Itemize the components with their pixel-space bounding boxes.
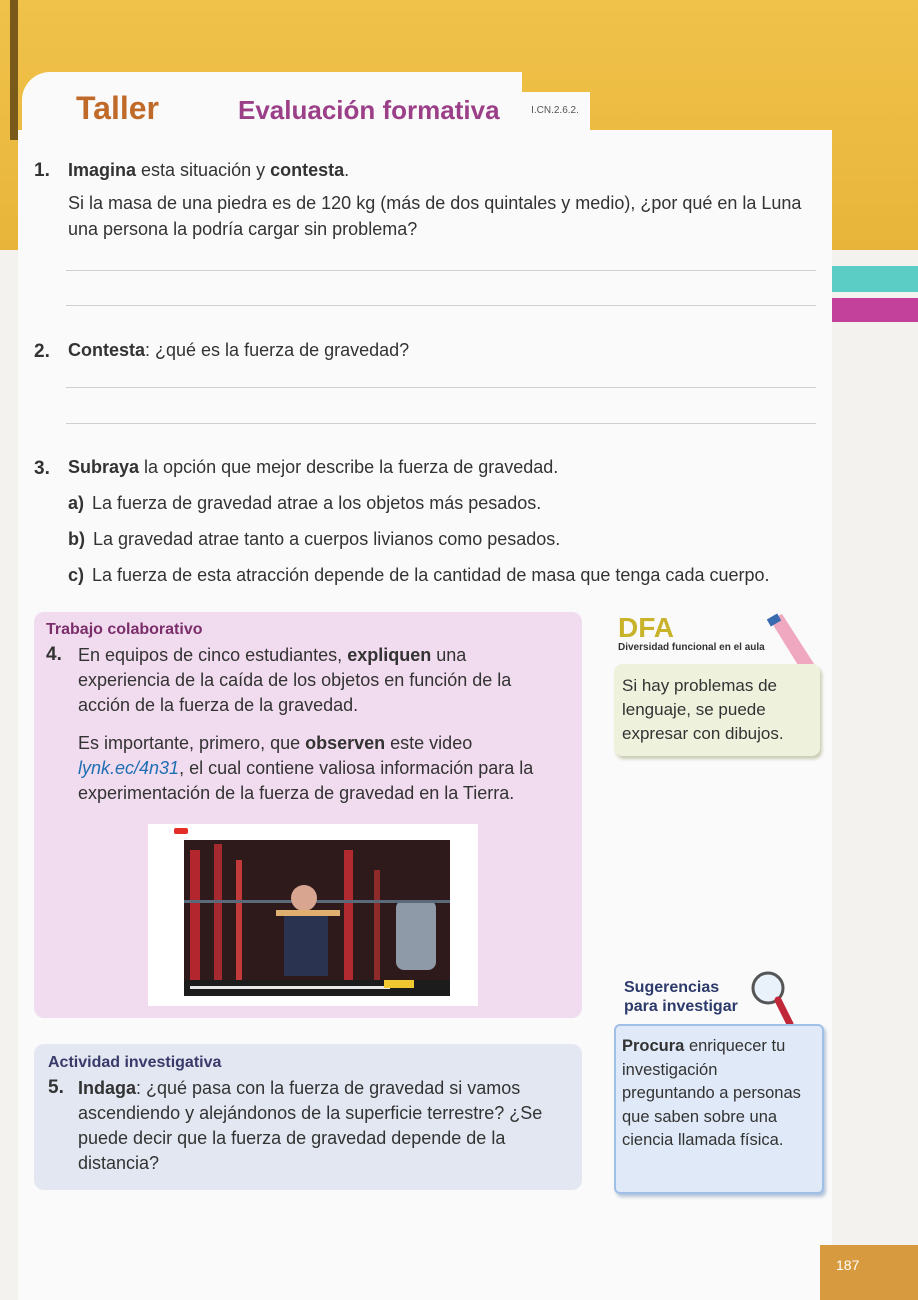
option-b-letter: b): [68, 529, 85, 549]
magenta-tab-marker: [832, 298, 918, 322]
option-c-text[interactable]: La fuerza de esta atracción depende de la cantidad de masa que tenga cada cuerpo.: [92, 565, 770, 585]
suggestions-title: [624, 978, 738, 1016]
question-5-text: [78, 1076, 568, 1176]
q4-p2-end: , el cual contiene valiosa información para la experimentación de la fuerza de gravedad en la Tierra.: [78, 758, 534, 803]
suggestions-title-line1: Sugerencias: [624, 979, 720, 996]
research-heading: Actividad investigativa: [48, 1054, 222, 1071]
option-c-letter: c): [68, 565, 85, 585]
q4-p2-start: Es importante, primero, que: [78, 733, 306, 753]
video-link[interactable]: lynk.ec/4n31: [78, 758, 180, 778]
answer-line-1b[interactable]: [66, 305, 816, 306]
option-b-text[interactable]: La gravedad atrae tanto a cuerpos livianos como pesados.: [93, 529, 561, 549]
curriculum-code: I.CN.2.6.2.: [520, 92, 590, 130]
teal-tab-marker: [832, 266, 918, 292]
q2-bold-contesta: Contesta: [68, 340, 146, 360]
question-2-prompt: [68, 337, 818, 363]
option-a-letter: a): [68, 493, 85, 513]
option-a[interactable]: [68, 490, 818, 516]
q5-rest-text: : ¿qué pasa con la fuerza de gravedad si vamos ascendiendo y alejándonos de la superficie terrestre? ¿Se puede decir que la fuerza de gravedad depende de la distancia?: [78, 1078, 543, 1173]
q4-bold-expliquen: expliquen: [347, 645, 432, 665]
collaborative-heading: Trabajo colaborativo: [46, 621, 203, 638]
question-number-1: 1.: [34, 160, 50, 181]
q3-bold-subraya: Subraya: [68, 457, 140, 477]
suggestions-text: [622, 1035, 812, 1153]
question-1-prompt: [68, 157, 818, 183]
q1-end-text: .: [344, 160, 350, 180]
option-b[interactable]: [68, 526, 818, 552]
question-number-3: 3.: [34, 458, 50, 479]
section-subtitle: Evaluación formativa: [238, 95, 500, 125]
q5-bold-indaga: Indaga: [78, 1078, 137, 1098]
q4-p1-end: una experiencia de la caída de los objetos en función de la acción de la fuerza de la gravedad.: [78, 645, 512, 715]
answer-line-2a[interactable]: [66, 387, 816, 388]
q1-mid-text: esta situación y: [136, 160, 271, 180]
q1-bold-imagina: Imagina: [68, 160, 137, 180]
youtube-logo-icon: [174, 828, 188, 834]
dfa-text: Si hay problemas de lenguaje, se puede expresar con dibujos.: [622, 676, 784, 743]
question-4-paragraph-1: [78, 643, 548, 718]
section-title-taller: Taller: [76, 90, 159, 126]
suggestions-body: enriquecer tu investigación preguntando a personas que saben sobre una ciencia llamada física.: [622, 1037, 801, 1149]
question-number-4: 4.: [46, 644, 62, 665]
suggestions-bold-procura: Procura: [622, 1037, 685, 1055]
dfa-title: DFA: [618, 612, 674, 643]
page-number: 187: [820, 1245, 918, 1300]
question-number-5: 5.: [48, 1077, 64, 1098]
video-scene-image: [184, 840, 450, 996]
q1-bold-contesta: contesta: [270, 160, 345, 180]
question-4-paragraph-2: [78, 731, 568, 806]
answer-line-1a[interactable]: [66, 270, 816, 271]
binding-edge: [10, 0, 18, 140]
q4-p1-start: En equipos de cinco estudiantes,: [78, 645, 348, 665]
q4-bold-observen: observen: [305, 733, 386, 753]
option-a-text[interactable]: La fuerza de gravedad atrae a los objetos más pesados.: [92, 493, 542, 513]
option-c[interactable]: [68, 562, 838, 588]
question-1-body: Si la masa de una piedra es de 120 kg (más de dos quintales y medio), ¿por qué en la Luna una persona la podría cargar sin problema?: [68, 193, 802, 239]
suggestions-title-line2: para investigar: [624, 998, 738, 1015]
q2-rest-text: : ¿qué es la fuerza de gravedad?: [145, 340, 410, 360]
dfa-subtitle: Diversidad funcional en el aula: [618, 642, 765, 653]
question-3-prompt: [68, 454, 818, 480]
answer-line-2b[interactable]: [66, 423, 816, 424]
q3-rest-text: la opción que mejor describe la fuerza de gravedad.: [139, 457, 559, 477]
question-number-2: 2.: [34, 341, 50, 362]
video-frame[interactable]: [184, 840, 450, 996]
q4-p2-mid: este video: [385, 733, 473, 753]
